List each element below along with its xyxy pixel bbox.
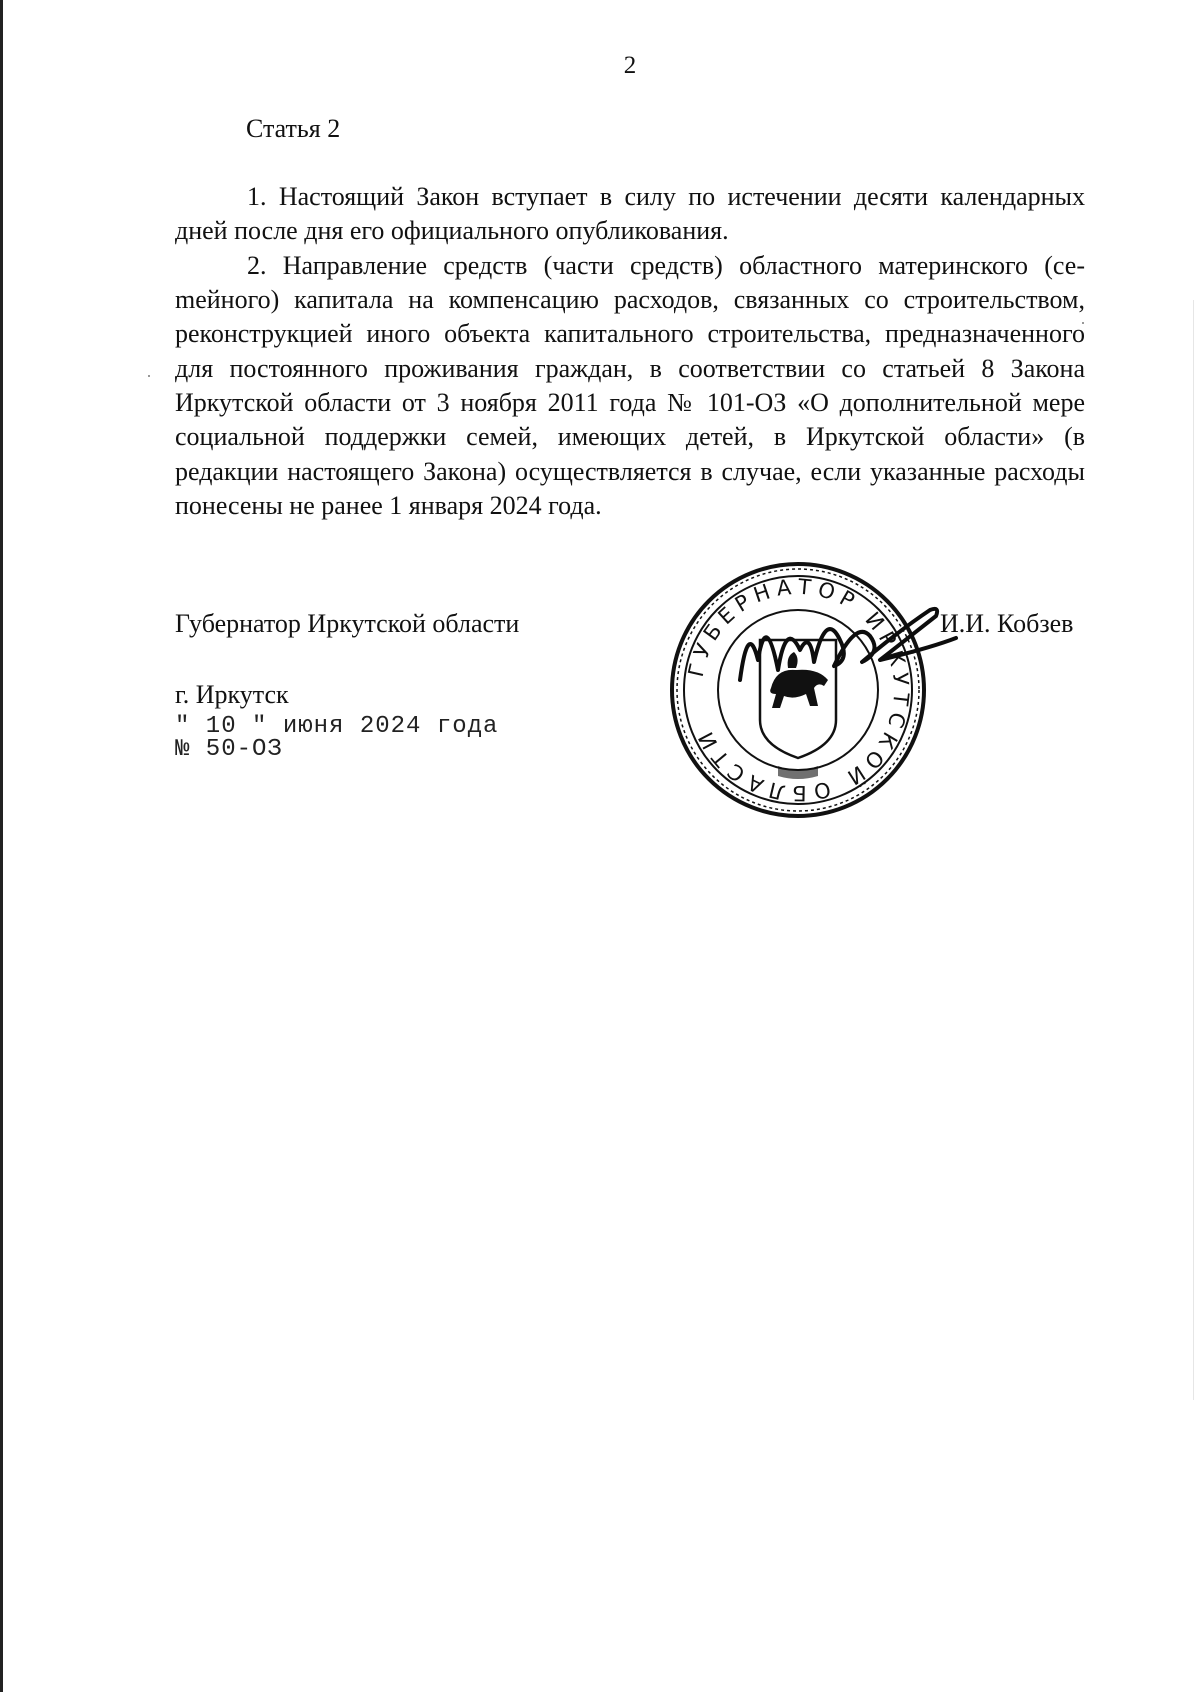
scan-shadow bbox=[1193, 300, 1194, 1400]
paragraph-1: 1. Настоящий Закон вступает в силу по истечении десяти календарных дней после дня его официального опубликования. bbox=[175, 182, 1085, 246]
issue-date: " 10 " июня 2024 года bbox=[175, 713, 499, 740]
scan-speck bbox=[148, 375, 150, 377]
page-number: 2 bbox=[623, 52, 637, 79]
scan-edge bbox=[0, 0, 3, 1692]
handwritten-signature bbox=[730, 590, 960, 700]
article-body bbox=[175, 180, 1085, 523]
seal-lettering: ГУБЕРНАТОР ИРКУТСКОЙ ОБЛАСТИ bbox=[683, 574, 914, 806]
paragraph-2: 2. Направление средств (части средств) областного материнского (сеmейного) капитала на компенсацию расходов, связанных со строительством, реконструкцией иного объекта капитального строительства, предназначенного для постоянного проживания граждан, в соответствии со статьей 8 Закона Иркутской области от 3 ноября 2011 года № 101-ОЗ «О дополнительной мере социальной поддержки семей, имеющих детей, в Иркутской области» (в редакции настоящего Закона) осуществляется в случае, если указанные расходы понесены не ранее 1 января 2024 года. bbox=[175, 250, 1085, 520]
signatory-name: И.И. Кобзев bbox=[940, 609, 1074, 638]
law-number: № 50-ОЗ bbox=[175, 736, 283, 763]
signatory-title: Губернатор Иркутской области bbox=[175, 609, 520, 638]
article-title: Статья 2 bbox=[246, 114, 341, 143]
issue-city: г. Иркутск bbox=[175, 680, 289, 709]
